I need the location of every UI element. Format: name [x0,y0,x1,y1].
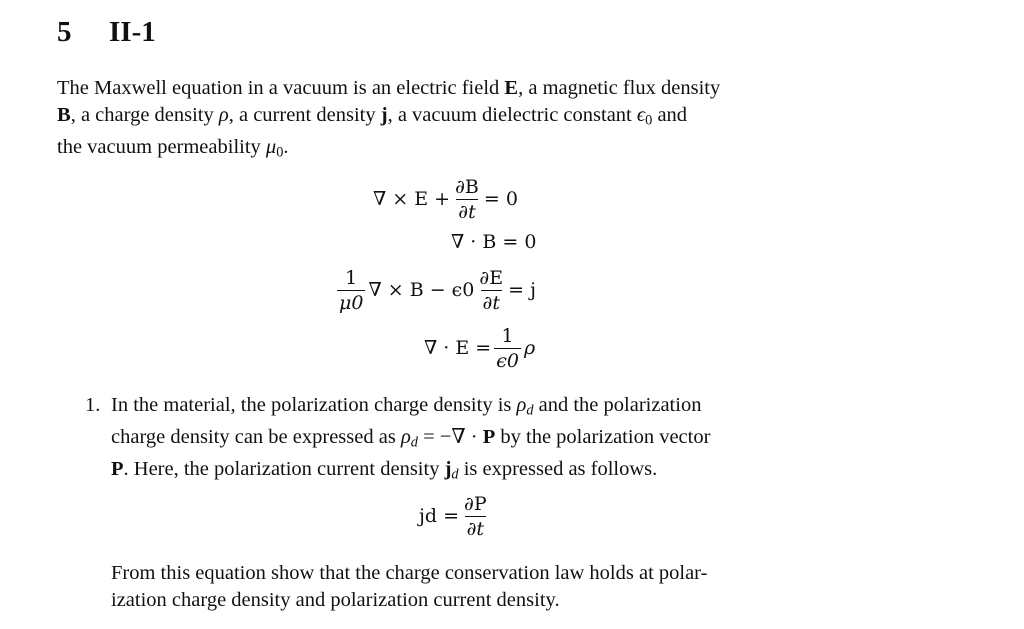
intro-text: The Maxwell equation in a vacuum is an electric field [57,77,505,99]
intro-text: the vacuum permeability [57,135,266,158]
symbol-rho: ρ [218,103,229,126]
item1-text: and the polarization [533,394,702,416]
eq4-numerator: 1 [501,324,514,347]
intro-paragraph [57,75,720,166]
eq3-fraction [477,267,505,314]
symbol-E: E [504,77,519,99]
intro-text: . [283,135,289,158]
item1-text: In the material, the polarization charge density is [111,394,517,416]
eq1-fraction [453,176,481,223]
symbol-mu: μ [265,135,277,158]
item1-line-1 [111,392,710,424]
eq1-numerator: ∂B [455,175,479,198]
eq3-numerator: ∂E [479,266,504,289]
eq1-lhs: ∇ × E + [373,188,451,210]
item1-text: = −∇ · [417,426,483,449]
conclusion-paragraph [111,560,707,613]
symbol-j: j [444,458,452,481]
intro-text: , a current density [228,103,381,126]
eq4-rhs: ρ [523,337,536,359]
eq1-rhs: = 0 [483,188,518,210]
equation-ampere-maxwell [334,262,536,318]
intro-text: and [652,103,688,126]
symbol-d-sub: d [451,466,459,483]
eq4-denominator: ϵ0 [496,349,519,372]
intro-line-1 [57,75,720,102]
symbol-B: B [57,103,71,126]
symbol-j: j [380,103,388,126]
intro-line-2 [57,102,720,134]
section-title: II-1 [109,16,156,48]
eq5-numerator: ∂P [464,492,487,515]
eq3-denominator: ∂t [482,291,500,314]
eq4-lhs: ∇ · E = [424,337,492,359]
eq3-rhs: = j [508,279,536,301]
conclusion-line-2: ization charge density and polarization current density. [111,588,560,611]
equation-gauss-magnetic [451,230,536,254]
symbol-P: P [482,426,496,449]
equation-gauss-electric [424,321,535,375]
equation-polarization-current [419,488,492,544]
intro-text: , a charge density [70,103,219,126]
eq4-fraction [494,325,521,372]
eq2-text: ∇ · B = 0 [451,231,537,253]
symbol-P: P [111,458,124,481]
item1-text: . Here, the polarization current density [123,458,445,481]
symbol-epsilon-sub: 0 [645,112,653,129]
conclusion-line-1: From this equation show that the charge conservation law holds at polar- [111,562,708,584]
symbol-rho: ρ [516,394,527,416]
eq5-fraction [462,493,489,540]
equation-faraday [373,172,518,226]
symbol-rho: ρ [400,426,411,449]
symbol-mu-sub: 0 [276,144,284,161]
item1-text: charge density can be expressed as [111,426,401,449]
symbol-d-sub: d [410,434,418,451]
eq3-mu0: μ0 [339,291,364,314]
intro-text: , a vacuum dielectric constant [387,103,637,126]
list-item-marker: 1. [85,394,101,416]
eq3-mu-fraction [337,267,365,314]
eq3-middle: ∇ × B − ϵ0 [368,279,475,301]
section-heading [57,16,156,49]
item1-line-3 [111,456,710,488]
list-item-1 [111,392,710,488]
intro-line-3 [57,134,720,166]
item1-text: by the polarization vector [495,426,711,449]
eq5-denominator: ∂t [466,517,485,540]
eq5-lhs: jd = [419,505,460,527]
item1-line-2 [111,424,710,456]
eq3-one: 1 [345,266,358,289]
section-number: 5 [57,16,72,48]
intro-text: , a magnetic flux density [518,77,721,99]
symbol-d-sub: d [526,402,534,419]
item1-text: is expressed as follows. [458,458,658,481]
symbol-epsilon: ϵ [636,103,646,126]
eq1-denominator: ∂t [458,200,476,223]
